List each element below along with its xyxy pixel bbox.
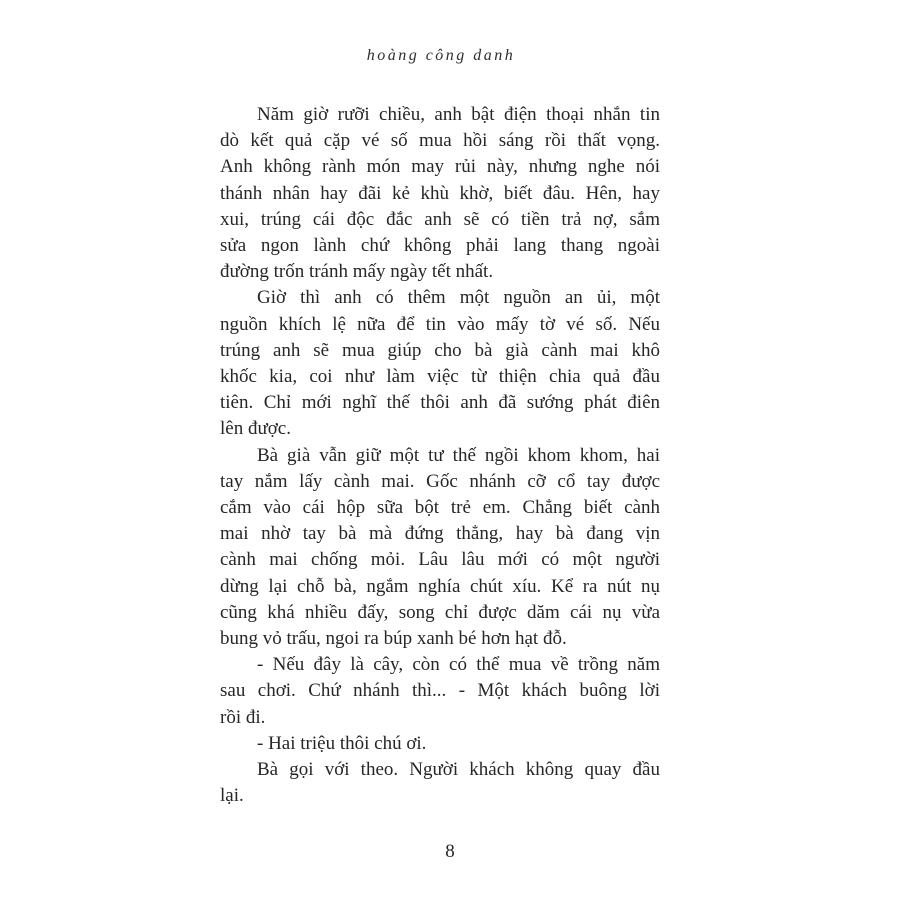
text-line: Bà già vẫn giữ một tư thế ngồi khom khom, hai (257, 444, 660, 466)
text-line: sửa ngon lành chứ không phải lang thang ngoài (220, 235, 660, 257)
text-line: lên được. (220, 418, 291, 440)
text-line: cành mai chống mỏi. Lâu lâu mới có một người (220, 549, 660, 571)
paragraph (220, 652, 660, 731)
paragraph (220, 443, 660, 653)
text-line: Giờ thì anh có thêm một nguồn an ủi, một (257, 287, 660, 309)
paragraph (220, 731, 660, 757)
text-line: dò kết quả cặp vé số mua hồi sáng rồi thất vọng. (220, 130, 660, 152)
paragraph (220, 102, 660, 285)
text-line: Bà gọi với theo. Người khách không quay đầu (257, 759, 660, 781)
text-line: - Nếu đây là cây, còn có thể mua về trồng năm (257, 654, 660, 676)
text-line: Anh không rành món may rủi này, nhưng nghe nói (220, 156, 660, 178)
text-line: xui, trúng cái độc đắc anh sẽ có tiền trả nợ, sắm (220, 208, 660, 230)
page-number: 8 (445, 841, 455, 862)
running-header: hoàng công danh (366, 47, 516, 64)
text-line: trúng anh sẽ mua giúp cho bà già cành mai khô (220, 339, 660, 361)
text-line: Năm giờ rưỡi chiều, anh bật điện thoại nhắn tin (257, 104, 660, 125)
text-line: lại. (220, 785, 244, 807)
text-line: thánh nhân hay đãi kẻ khù khờ, biết đâu. Hên, hay (220, 182, 660, 204)
text-line: tiên. Chỉ mới nghĩ thế thôi anh đã sướng phát điên (220, 392, 660, 414)
text-line: tay nắm lấy cành mai. Gốc nhánh cỡ cổ tay được (220, 470, 660, 492)
text-line: cũng khá nhiều đấy, song chỉ được dăm cái nụ vừa (220, 601, 660, 623)
text-line: mai nhờ tay bà mà đứng thẳng, hay bà đang vịn (220, 523, 660, 545)
text-line: khốc kia, coi như làm việc từ thiện chia quả đầu (220, 366, 660, 388)
paragraph (220, 285, 660, 442)
text-block (220, 102, 660, 809)
text-line: rồi đi. (220, 706, 266, 728)
text-line: - Hai triệu thôi chú ơi. (257, 732, 427, 754)
text-line: đường trốn tránh mấy ngày tết nhất. (220, 261, 494, 283)
text-line: nguồn khích lệ nữa để tin vào mấy tờ vé số. Nếu (220, 313, 660, 335)
text-line: bung vỏ trấu, ngoi ra búp xanh bé hơn hạt đỗ. (220, 628, 567, 650)
text-line: dừng lại chỗ bà, ngắm nghía chút xíu. Kể ra nút nụ (220, 575, 660, 597)
text-line: cắm vào cái hộp sữa bột trẻ em. Chẳng biết cành (220, 497, 660, 519)
paragraph (220, 757, 660, 809)
text-line: sau chơi. Chứ nhánh thì... - Một khách buông lời (220, 680, 660, 702)
